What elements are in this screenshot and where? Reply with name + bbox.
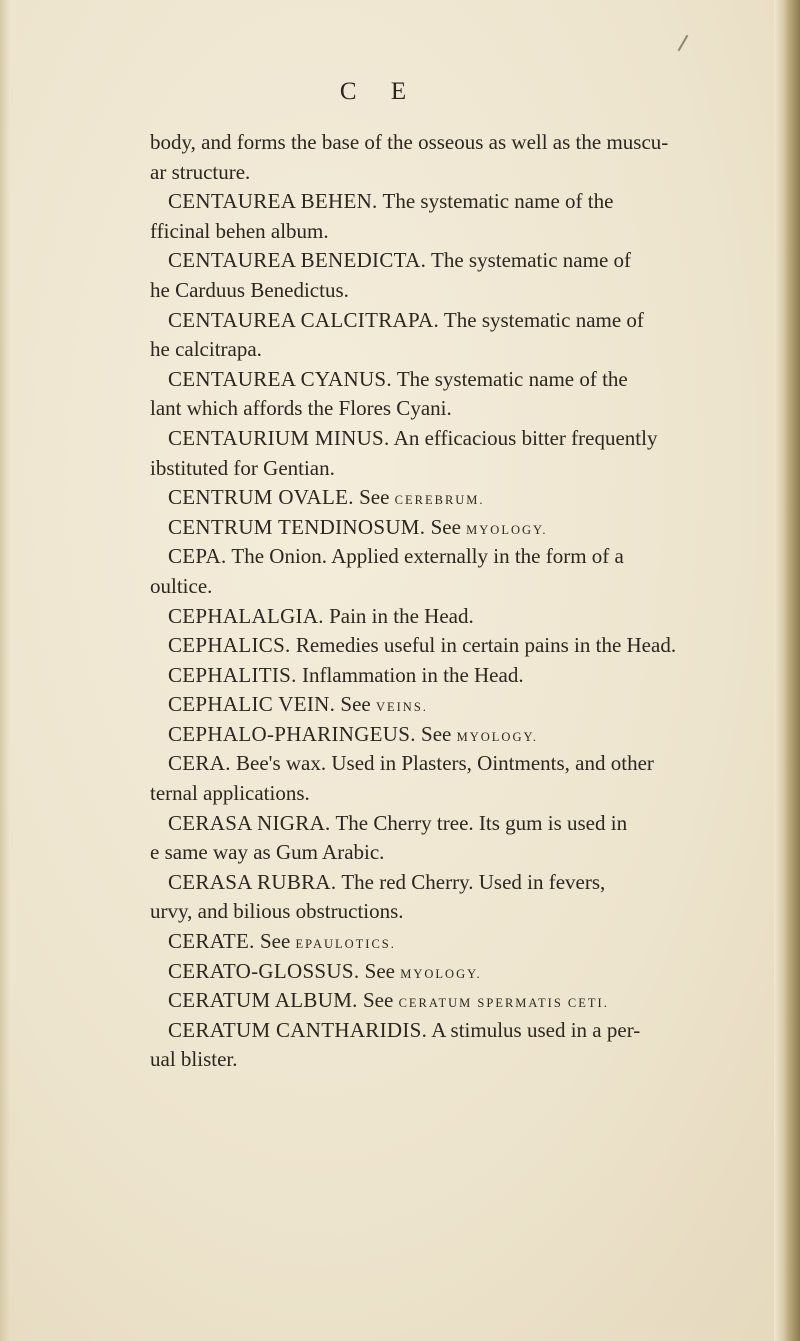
cross-reference: MYOLOGY. (400, 966, 482, 981)
continuation-line (150, 128, 750, 158)
entry-term: CERATUM CANTHARIDIS. (168, 1017, 428, 1042)
entry-term: CENTAUREA BEHEN. (168, 189, 378, 214)
continuation-text: ibstituted for Gentian. (150, 455, 335, 480)
cross-reference: CEREBRUM. (394, 493, 485, 508)
entry-line (150, 246, 750, 276)
entry-definition: The systematic name of the (377, 189, 614, 214)
cross-reference: CERATUM SPERMATIS CETI. (398, 996, 609, 1011)
entry-line (150, 542, 750, 572)
entry-term: CERATE. (168, 929, 255, 954)
entry-term: CEPA. (168, 544, 227, 569)
entry-term: CERA. (168, 751, 231, 776)
entry-line (150, 631, 750, 661)
continuation-line (150, 572, 750, 602)
continuation-text: ternal applications. (150, 781, 310, 806)
entry-definition: See (254, 929, 296, 954)
entry-term: CEPHALIC VEIN. (168, 692, 336, 717)
entry-line (150, 986, 750, 1016)
entry-term: CENTAUREA CALCITRAPA. (168, 307, 440, 332)
entry-term: CEPHALALGIA. (168, 603, 324, 628)
entry-term: CENTAUREA CYANUS. (168, 366, 392, 391)
entry-definition: See (335, 692, 376, 717)
continuation-line (150, 276, 750, 306)
entry-line (150, 306, 750, 336)
continuation-text: fficinal behen album. (150, 218, 329, 243)
entry-term: CERASA NIGRA. (168, 810, 331, 835)
entry-definition: See (353, 485, 395, 510)
entry-definition: An efficacious bitter frequently (389, 425, 658, 450)
entry-term: CERATO-GLOSSUS. (168, 958, 360, 983)
page-right-edge (774, 0, 800, 1341)
entry-term: CENTAURIUM MINUS. (168, 425, 390, 450)
page-left-edge (0, 0, 10, 1341)
entry-line (150, 513, 750, 543)
cross-reference: EPAULOTICS. (295, 937, 396, 952)
entry-line (150, 602, 750, 632)
entry-definition: A stimulus used in a per- (427, 1017, 641, 1042)
cross-reference: MYOLOGY. (456, 729, 539, 744)
entry-definition: Pain in the Head. (323, 603, 474, 628)
continuation-line (150, 1045, 750, 1075)
entry-term: CENTRUM OVALE. (168, 485, 354, 510)
entry-definition: Inflammation in the Head. (296, 662, 524, 687)
continuation-text: he Carduus Benedictus. (150, 277, 349, 302)
entry-term: CEPHALICS. (168, 633, 291, 658)
entry-line (150, 720, 750, 750)
cross-reference: MYOLOGY. (466, 522, 548, 537)
continuation-line (150, 779, 750, 809)
entry-line (150, 365, 750, 395)
continuation-line (150, 838, 750, 868)
entry-term: CERATUM ALBUM. (168, 988, 358, 1013)
entry-definition: The Cherry tree. Its gum is used in (330, 810, 628, 835)
entry-definition: The red Cherry. Used in fevers, (336, 869, 606, 894)
continuation-text: he calcitrapa. (150, 337, 262, 362)
continuation-line (150, 897, 750, 927)
entry-definition: The systematic name of (439, 307, 644, 332)
page-header: C E (339, 78, 421, 105)
entry-term: CERASA RUBRA. (168, 869, 337, 894)
entry-definition: Remedies useful in certain pains in the Head. (290, 633, 677, 658)
entry-definition: The systematic name of the (391, 366, 628, 391)
continuation-line (150, 335, 750, 365)
entry-definition: The systematic name of (426, 248, 632, 273)
entry-definition: See (425, 514, 467, 539)
continuation-text: lant which affords the Flores Cyani. (150, 396, 452, 421)
entry-line (150, 187, 750, 217)
entry-line (150, 1016, 750, 1046)
entry-term: CEPHALO-PHARINGEUS. (168, 721, 416, 746)
continuation-line (150, 217, 750, 247)
entry-definition: See (415, 721, 457, 746)
entry-line (150, 868, 750, 898)
continuation-text: urvy, and bilious obstructions. (150, 899, 404, 924)
continuation-text: oultice. (150, 573, 213, 598)
continuation-text: ual blister. (150, 1047, 238, 1072)
continuation-line (150, 454, 750, 484)
entry-definition: See (359, 958, 401, 983)
entry-term: CEPHALITIS. (168, 662, 297, 687)
entry-line (150, 690, 750, 720)
continuation-line (150, 158, 750, 188)
continuation-text: body, and forms the base of the osseous as well as the muscu- (150, 130, 669, 154)
entry-definition: Bee's wax. Used in Plasters, Ointments, and other (230, 751, 654, 776)
continuation-text: ar structure. (150, 159, 251, 184)
entry-line (150, 927, 750, 957)
entry-term: CENTAUREA BENEDICTA. (168, 248, 427, 273)
entry-line (150, 809, 750, 839)
continuation-text: e same way as Gum Arabic. (150, 840, 385, 865)
entry-line (150, 749, 750, 779)
entry-line (150, 957, 750, 987)
entry-line (150, 483, 750, 513)
continuation-line (150, 394, 750, 424)
entry-definition: The Onion. Applied externally in the form of a (226, 544, 624, 569)
entry-definition: See (357, 988, 399, 1013)
entry-term: CENTRUM TENDINOSUM. (168, 514, 426, 539)
cross-reference: VEINS. (375, 700, 428, 715)
dictionary-text (150, 128, 750, 1075)
entry-line (150, 424, 750, 454)
entry-line (150, 661, 750, 691)
